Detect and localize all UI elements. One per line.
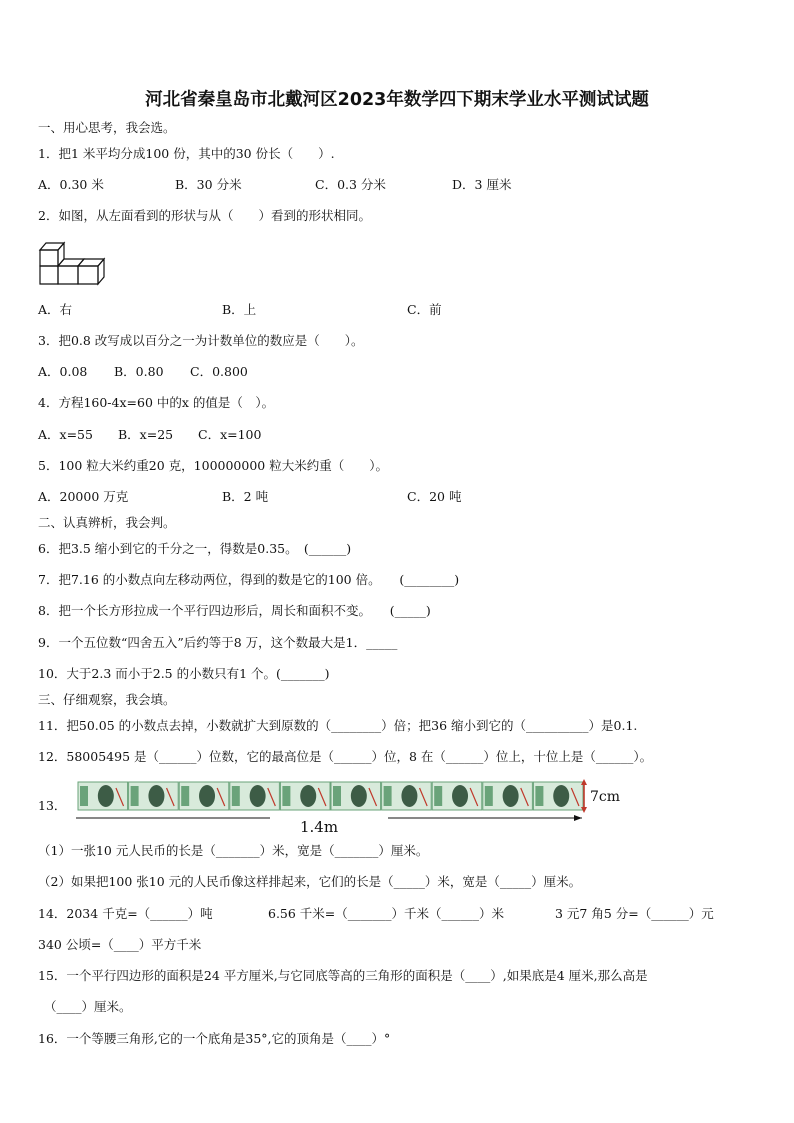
- banknote-denomination-panel: [535, 786, 543, 806]
- q3-option-b: B．0.80: [114, 364, 164, 379]
- page-title: 河北省秦皇岛市北戴河区2023年数学四下期末学业水平测试试题: [145, 90, 649, 110]
- question-15-line-1: 15．一个平行四边形的面积是24 平方厘米,与它同底等高的三角形的面积是（____）,如果底是4 厘米,那么高是: [38, 968, 648, 983]
- banknote: [179, 782, 229, 810]
- banknote-strip-figure: [70, 776, 630, 836]
- question-7: 7．把7.16 的小数点向左移动两位，得到的数是它的100 倍。 (________): [38, 572, 460, 587]
- banknote-portrait: [401, 785, 417, 807]
- banknote-denomination-panel: [282, 786, 290, 806]
- q2-option-c: C．前: [407, 302, 442, 317]
- question-14-part-2: 6.56 千米=（_______）千米（______）米: [268, 906, 505, 921]
- banknote-denomination-panel: [333, 786, 341, 806]
- banknote: [483, 782, 533, 810]
- question-9: 9．一个五位数“四舍五入”后约等于8 万，这个数最大是1．_____: [38, 635, 398, 650]
- banknote-denomination-panel: [181, 786, 189, 806]
- question-11: 11．把50.05 的小数点去掉，小数就扩大到原数的（________）倍；把36 缩小到它的（__________）是0.1.: [38, 718, 638, 733]
- section-3-heading: 三、仔细观察，我会填。: [38, 692, 176, 707]
- q5-option-c: C．20 吨: [407, 489, 462, 504]
- question-10: 10．大于2.3 而小于2.5 的小数只有1 个。(_______): [38, 666, 330, 681]
- question-8: 8．把一个长方形拉成一个平行四边形后，周长和面积不变。 (_____): [38, 603, 431, 618]
- banknote: [230, 782, 280, 810]
- cube-b2-top: [58, 259, 84, 266]
- width-label: 7cm: [590, 789, 621, 805]
- q4-option-a: A．x=55: [38, 427, 93, 442]
- q2-option-b: B．上: [222, 302, 257, 317]
- q1-option-a: A．0.30 米: [38, 177, 104, 192]
- banknote-portrait: [553, 785, 569, 807]
- q1-option-c: C．0.3 分米: [315, 177, 386, 192]
- q3-option-c: C．0.800: [190, 364, 248, 379]
- cube-b3-top: [78, 259, 104, 266]
- question-4: 4．方程160-4x=60 中的x 的值是（ ）。: [38, 395, 275, 410]
- cube-top-front: [40, 250, 58, 266]
- banknote-portrait: [503, 785, 519, 807]
- cube-b3-front: [78, 266, 98, 284]
- banknote-portrait: [452, 785, 468, 807]
- banknote-portrait: [300, 785, 316, 807]
- q1-option-d: D．3 厘米: [452, 177, 512, 192]
- banknote-denomination-panel: [232, 786, 240, 806]
- length-arrow-right: [574, 815, 582, 821]
- banknote-row: [78, 782, 583, 810]
- q5-option-a: A．20000 万克: [38, 489, 129, 504]
- question-13-part-2: （2）如果把100 张10 元的人民币像这样排起来，它们的长是（_____）米，宽是（_____）厘米。: [38, 874, 582, 889]
- question-5: 5．100 粒大米约重20 克，100000000 粒大米约重（ ）。: [38, 458, 388, 473]
- banknote: [382, 782, 432, 810]
- q4-option-b: B．x=25: [118, 427, 174, 442]
- q4-option-c: C．x=100: [198, 427, 262, 442]
- cube-b2-front: [58, 266, 78, 284]
- question-13-number: 13．: [38, 798, 67, 813]
- question-3: 3．把0.8 改写成以百分之一为计数单位的数应是（ ）。: [38, 333, 364, 348]
- banknote-denomination-panel: [384, 786, 392, 806]
- banknote: [280, 782, 330, 810]
- cube-b1-front: [40, 266, 58, 284]
- banknote-denomination-panel: [80, 786, 88, 806]
- cube-figure: [38, 240, 114, 288]
- banknote-portrait: [250, 785, 266, 807]
- question-14-part-4: 340 公顷=（____）平方千米: [38, 937, 202, 952]
- section-2-heading: 二、认真辨析，我会判。: [38, 515, 176, 530]
- length-label: 1.4m: [300, 818, 339, 836]
- question-16: 16．一个等腰三角形,它的一个底角是35°,它的顶角是（____）°: [38, 1031, 391, 1046]
- banknote-denomination-panel: [434, 786, 442, 806]
- banknote-portrait: [98, 785, 114, 807]
- q2-option-a: A．右: [38, 302, 73, 317]
- cube-b3-side: [98, 259, 104, 284]
- banknote: [331, 782, 381, 810]
- question-13-part-1: （1）一张10 元人民币的长是（_______）米，宽是（_______）厘米。: [38, 843, 429, 858]
- question-12: 12．58005495 是（______）位数，它的最高位是（______）位，8 在（______）位上，十位上是（______）。: [38, 749, 653, 764]
- banknote: [129, 782, 179, 810]
- banknote-portrait: [351, 785, 367, 807]
- banknote: [533, 782, 583, 810]
- question-14-part-3: 3 元7 角5 分=（______）元: [555, 906, 714, 921]
- q3-option-a: A．0.08: [38, 364, 88, 379]
- question-1: 1．把1 米平均分成100 份，其中的30 份长（ ）.: [38, 146, 335, 161]
- question-15-line-2: （____）厘米。: [44, 999, 132, 1014]
- banknote-portrait: [199, 785, 215, 807]
- banknote-portrait: [148, 785, 164, 807]
- q1-option-b: B．30 分米: [175, 177, 242, 192]
- question-6: 6．把3.5 缩小到它的千分之一，得数是0.35。 (______): [38, 541, 352, 556]
- q5-option-b: B．2 吨: [222, 489, 269, 504]
- section-1-heading: 一、用心思考，我会选。: [38, 120, 176, 135]
- question-14-part-1: 14．2034 千克=（______）吨: [38, 906, 213, 921]
- banknote-denomination-panel: [485, 786, 493, 806]
- question-2: 2．如图，从左面看到的形状与从（ ）看到的形状相同。: [38, 208, 371, 223]
- banknote-denomination-panel: [131, 786, 139, 806]
- banknote: [78, 782, 128, 810]
- banknote: [432, 782, 482, 810]
